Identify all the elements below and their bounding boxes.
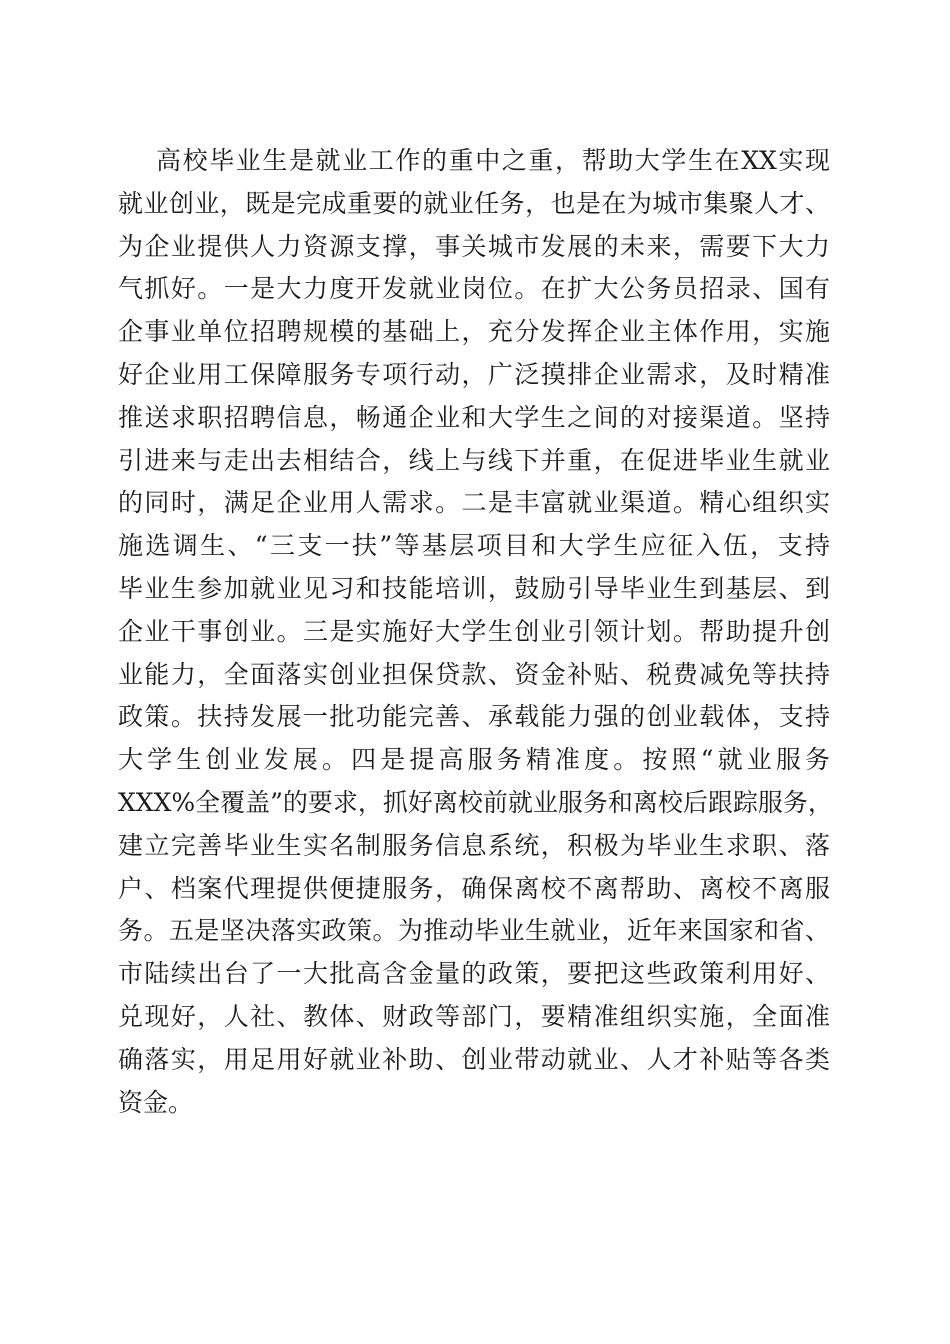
paragraph-line: 推送求职招聘信息，畅通企业和大学生之间的对接渠道。坚持 xyxy=(118,402,830,432)
paragraph-line: 就业创业，既是完成重要的就业任务，也是在为城市集聚人才、 xyxy=(118,188,830,218)
paragraph-line: 务。五是坚决落实政策。为推动毕业生就业，近年来国家和省、 xyxy=(118,916,830,946)
paragraph-line: 毕业生参加就业见习和技能培训，鼓励引导毕业生到基层、到 xyxy=(118,573,830,603)
body-paragraph xyxy=(118,140,833,1124)
paragraph-line: 高校毕业生是就业工作的重中之重，帮助大学生在XX实现 xyxy=(156,146,830,175)
paragraph-line: 业能力，全面落实创业担保贷款、资金补贴、税费减免等扶持 xyxy=(118,659,830,689)
paragraph-line: 气抓好。一是大力度开发就业岗位。在扩大公务员招录、国有 xyxy=(118,274,830,304)
paragraph-line: 户、档案代理提供便捷服务，确保离校不离帮助、离校不离服 xyxy=(118,873,830,903)
paragraph-line: 引进来与走出去相结合，线上与线下并重，在促进毕业生就业 xyxy=(118,445,830,475)
paragraph-line: 市陆续出台了一大批高含金量的政策，要把这些政策利用好、 xyxy=(118,959,830,989)
paragraph-line: 企事业单位招聘规模的基础上，充分发挥企业主体作用，实施 xyxy=(118,317,830,347)
paragraph-line: 政策。扶持发展一批功能完善、承载能力强的创业载体，支持 xyxy=(118,702,830,732)
paragraph-line: XXX%全覆盖”的要求，抓好离校前就业服务和离校后跟踪服务， xyxy=(118,787,833,817)
paragraph-line: 的同时，满足企业用人需求。二是丰富就业渠道。精心组织实 xyxy=(118,488,830,518)
paragraph-line: 兑现好，人社、教体、财政等部门，要精准组织实施，全面准 xyxy=(118,1001,830,1031)
paragraph-line: 建立完善毕业生实名制服务信息系统，积极为毕业生求职、落 xyxy=(118,830,830,860)
paragraph-line: 施选调生、“三支一扶”等基层项目和大学生应征入伍，支持 xyxy=(118,531,830,561)
paragraph-line: 大学生创业发展。四是提高服务精准度。按照“就业服务 xyxy=(118,745,830,775)
paragraph-line: 确落实，用足用好就业补助、创业带动就业、人才补贴等各类 xyxy=(118,1044,830,1074)
paragraph-line: 为企业提供人力资源支撑，事关城市发展的未来，需要下大力 xyxy=(118,231,830,261)
paragraph-line: 企业干事创业。三是实施好大学生创业引领计划。帮助提升创 xyxy=(118,616,830,646)
paragraph-line: 好企业用工保障服务专项行动，广泛摸排企业需求，及时精准 xyxy=(118,359,830,389)
paragraph-line: 资金。 xyxy=(118,1087,194,1117)
